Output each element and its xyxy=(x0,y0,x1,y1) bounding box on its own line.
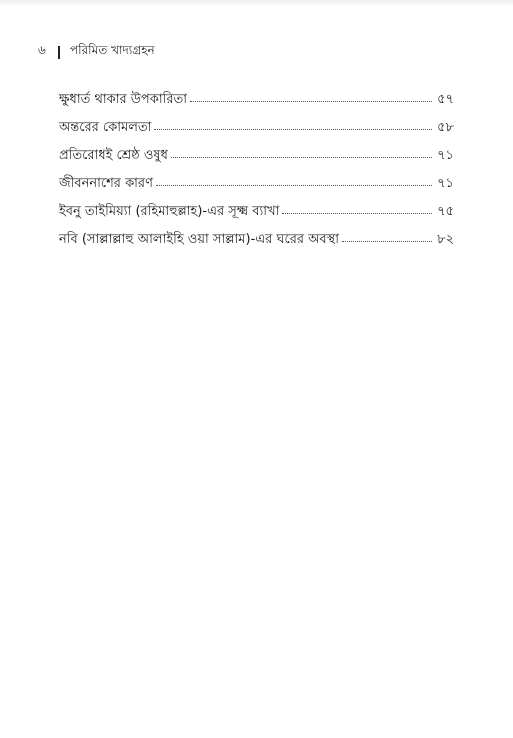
book-title: পরিমিত খাদ্যগ্রহন xyxy=(70,43,155,57)
toc-entry-title: ইবনু তাইমিয়্যা (রহিমাহুল্লাহ)-এর সূক্ষ্ম ব্যাখা xyxy=(59,204,280,219)
toc-entry-title: নবি (সাল্লাল্লাহু আলাইহি ওয়া সাল্লাম)-এর ঘরের অবস্থা xyxy=(59,232,340,247)
toc-entry-title: ক্ষুধার্ত থাকার উপকারিতা xyxy=(59,92,188,107)
toc-entry-page: ৭১ xyxy=(437,148,454,163)
toc-entry-title: জীবননাশের কারণ xyxy=(59,176,153,191)
header-divider xyxy=(58,46,60,59)
toc-entry-title: প্রতিরোধই শ্রেষ্ঠ ওষুধ xyxy=(59,148,168,163)
dot-leader xyxy=(156,185,432,186)
page-edge-shadow xyxy=(0,0,513,6)
dot-leader xyxy=(282,213,432,214)
toc-entry-page: ৫৮ xyxy=(437,120,454,135)
toc-entry-page: ৮২ xyxy=(437,232,454,247)
dot-leader xyxy=(190,101,432,102)
table-of-contents xyxy=(59,86,454,254)
dot-leader xyxy=(154,129,432,130)
toc-entry xyxy=(59,86,454,114)
toc-entry xyxy=(59,226,454,254)
page-number: ৬ xyxy=(38,43,46,57)
toc-entry-page: ৭৫ xyxy=(437,204,454,219)
toc-entry-page: ৫৭ xyxy=(437,92,454,107)
toc-entry xyxy=(59,114,454,142)
toc-entry xyxy=(59,170,454,198)
running-header xyxy=(38,42,155,62)
toc-entry-title: অন্তরের কোমলতা xyxy=(59,120,152,135)
dot-leader xyxy=(171,157,432,158)
toc-entry xyxy=(59,198,454,226)
toc-entry xyxy=(59,142,454,170)
dot-leader xyxy=(342,241,432,242)
toc-entry-page: ৭১ xyxy=(437,176,454,191)
